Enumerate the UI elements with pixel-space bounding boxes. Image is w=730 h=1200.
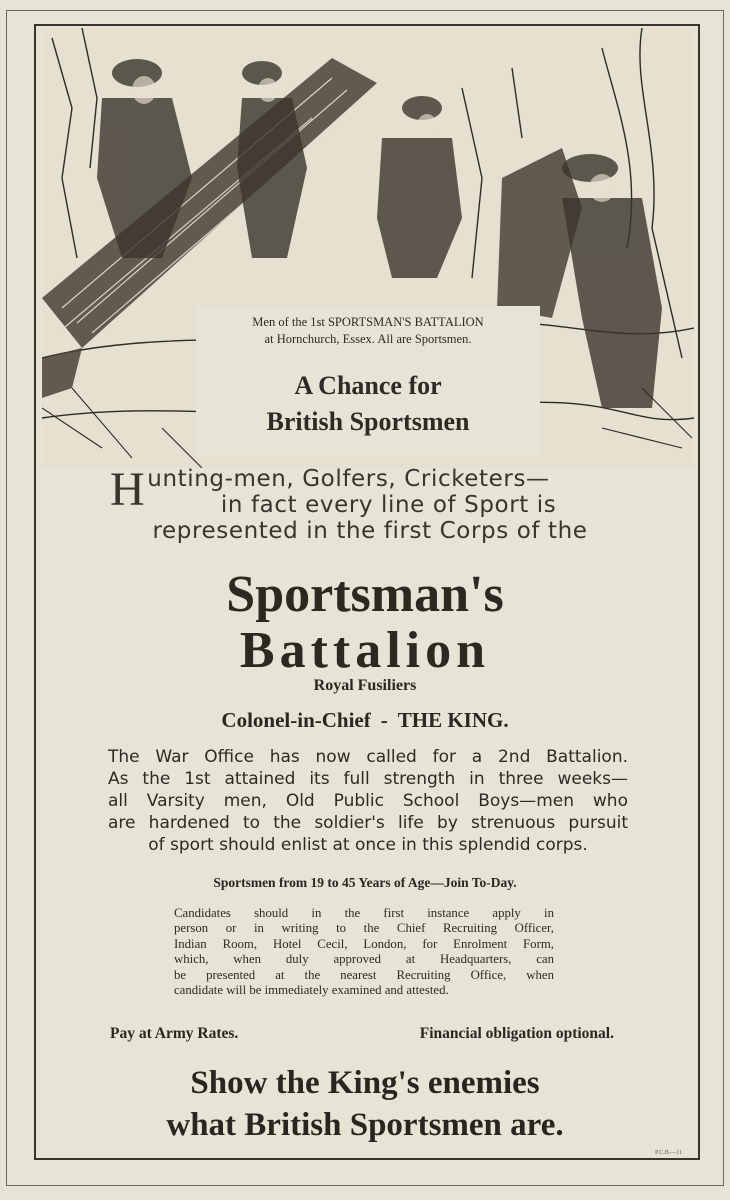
colonel-separator: - <box>380 708 388 732</box>
instruction-line: which, when duly approved at Headquarters, can <box>174 952 554 967</box>
printer-mark: P.C.B.—11 <box>655 1150 682 1156</box>
headline-line-1: A Chance for <box>294 371 442 400</box>
drop-cap: H <box>110 463 146 516</box>
subtitle-royal-fusiliers: Royal Fusiliers <box>313 677 417 694</box>
intro-line-3: represented in the first Corps of the <box>152 518 588 544</box>
headline-line-2: British Sportsmen <box>266 407 470 436</box>
colonel-label: Colonel-in-Chief <box>221 708 371 732</box>
application-instructions <box>174 906 554 998</box>
closing-line-2: what British Sportsmen are. <box>166 1107 564 1143</box>
closing-slogan <box>42 1062 688 1146</box>
intro-line-1-text: unting-men, Golfers, Cricketers— <box>147 466 550 492</box>
body-line: of sport should enlist at once in this splendid corps. <box>148 835 588 855</box>
age-requirement: Sportsmen from 19 to 45 Years of Age—Join To-Day. <box>213 875 517 890</box>
instruction-line: person or in writing to the Chief Recruiting Officer, <box>174 921 554 936</box>
instruction-line: candidate will be immediately examined and attested. <box>174 983 449 998</box>
caption-line-2: at Hornchurch, Essex. All are Sportsmen. <box>264 332 472 346</box>
title-battalion: Battalion <box>239 622 491 679</box>
colonel-value: THE KING. <box>397 708 509 732</box>
body-line: are hardened to the soldier's life by strenuous pursuit <box>108 813 628 833</box>
pay-rates: Pay at Army Rates. <box>110 1025 239 1042</box>
closing-line-1: Show the King's enemies <box>190 1065 540 1101</box>
body-line: all Varsity men, Old Public School Boys—men who <box>108 791 628 811</box>
intro-line-2: in fact every line of Sport is <box>220 492 557 518</box>
instruction-line: Indian Room, Hotel Cecil, London, for Enrolment Form, <box>174 936 554 951</box>
instruction-line: Candidates should in the first instance apply in <box>174 906 554 920</box>
instruction-line: be presented at the nearest Recruiting Office, when <box>174 967 554 982</box>
body-paragraph <box>108 746 628 856</box>
financial-obligation: Financial obligation optional. <box>419 1025 614 1042</box>
body-line: The War Office has now called for a 2nd Battalion. <box>108 747 628 767</box>
body-line: As the 1st attained its full strength in three weeks— <box>108 769 628 789</box>
caption-line-1: Men of the 1st SPORTSMAN'S BATTALION <box>252 315 484 329</box>
intro-paragraph <box>110 463 630 544</box>
headline <box>196 368 540 440</box>
illustration-caption <box>196 314 540 348</box>
colonel-in-chief-line <box>42 706 688 734</box>
title-sportsmans: Sportsman's <box>226 566 504 623</box>
